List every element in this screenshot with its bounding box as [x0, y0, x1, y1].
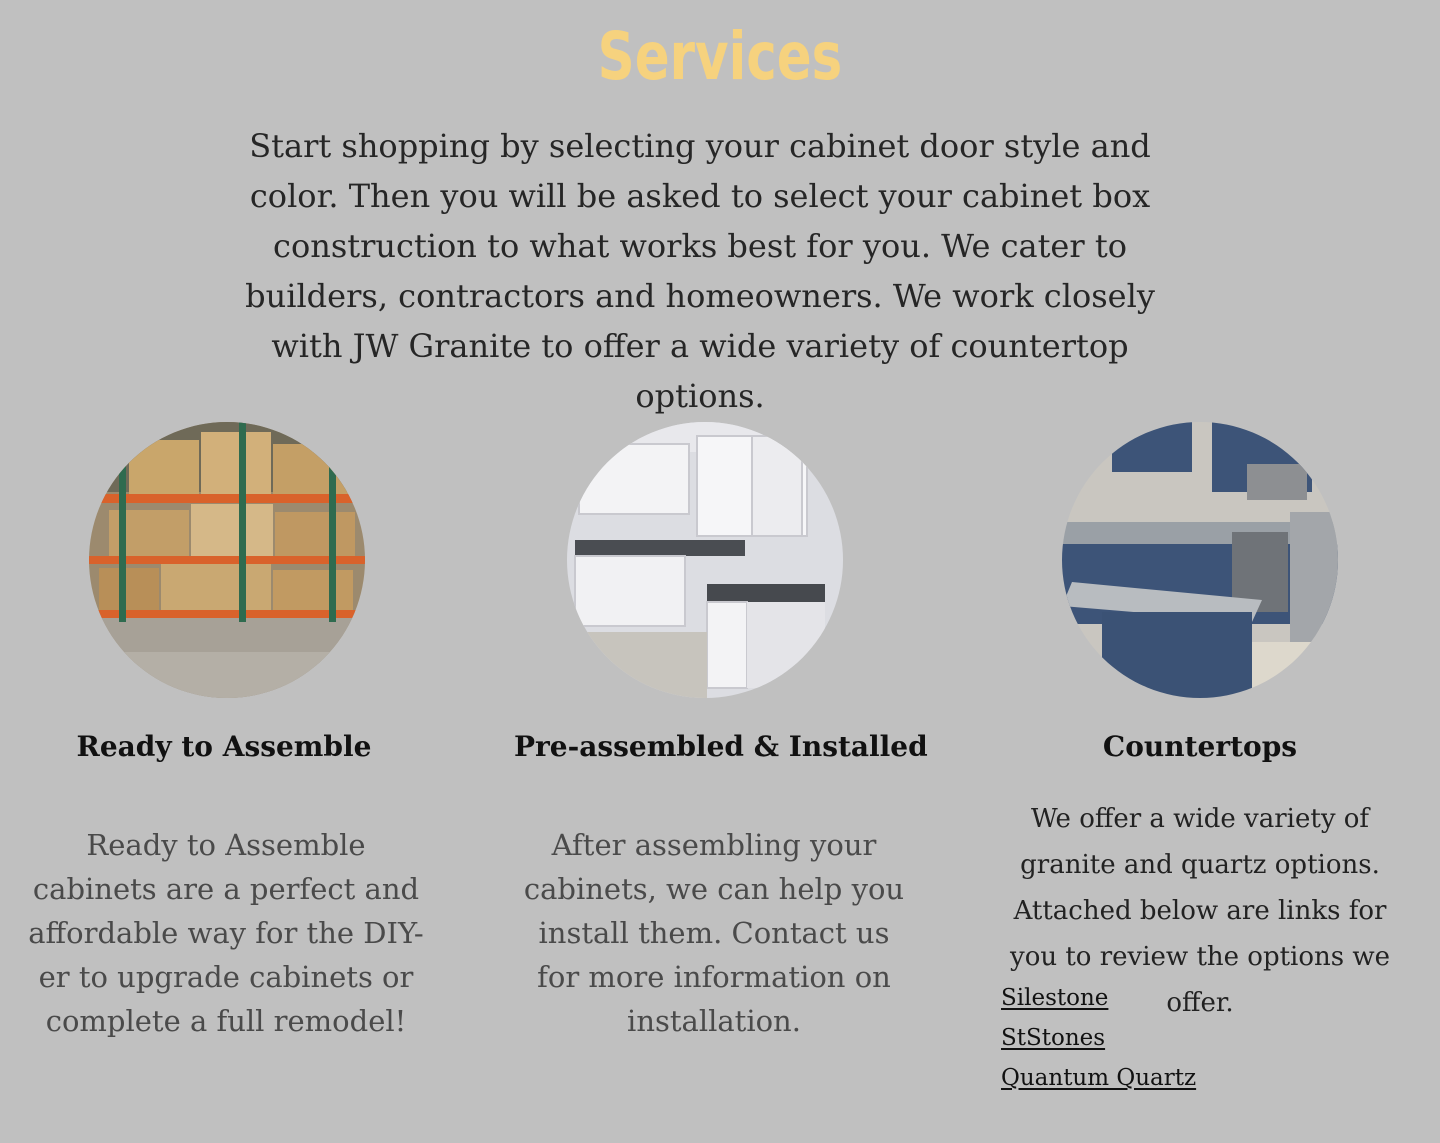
countertop-links: [1001, 978, 1196, 1098]
service-heading-rta: Ready to Assemble: [76, 730, 372, 763]
intro-text: Start shopping by selecting your cabinet door style and color. Then you will be asked to select your cabinet box construction to what works best for you. We cater to builders, contractors and homeowners. We work closely with JW Granite to offer a wide variety of countertop options.: [245, 127, 1155, 415]
link-silestone[interactable]: Silestone: [1001, 985, 1109, 1011]
kitchen-install-image: [567, 422, 843, 698]
countertop-image: [1062, 422, 1338, 698]
link-ststones[interactable]: StStones: [1001, 1025, 1106, 1051]
service-body-installed: After assembling your cabinets, we can help you install them. Contact us for more information on installation.: [523, 828, 905, 1038]
link-quantum-quartz[interactable]: Quantum Quartz: [1001, 1065, 1197, 1091]
service-body-countertops: We offer a wide variety of granite and quartz options. Attached below are links for you to review the options we offer.: [1010, 804, 1390, 1018]
service-heading-installed: Pre-assembled & Installed: [514, 730, 928, 763]
service-body-rta: Ready to Assemble cabinets are a perfect and affordable way for the DIY-er to upgrade cabinets or complete a full remodel!: [28, 828, 424, 1038]
service-heading-countertops: Countertops: [1102, 730, 1298, 763]
page-title: Services: [597, 18, 843, 95]
warehouse-image: [89, 422, 365, 698]
